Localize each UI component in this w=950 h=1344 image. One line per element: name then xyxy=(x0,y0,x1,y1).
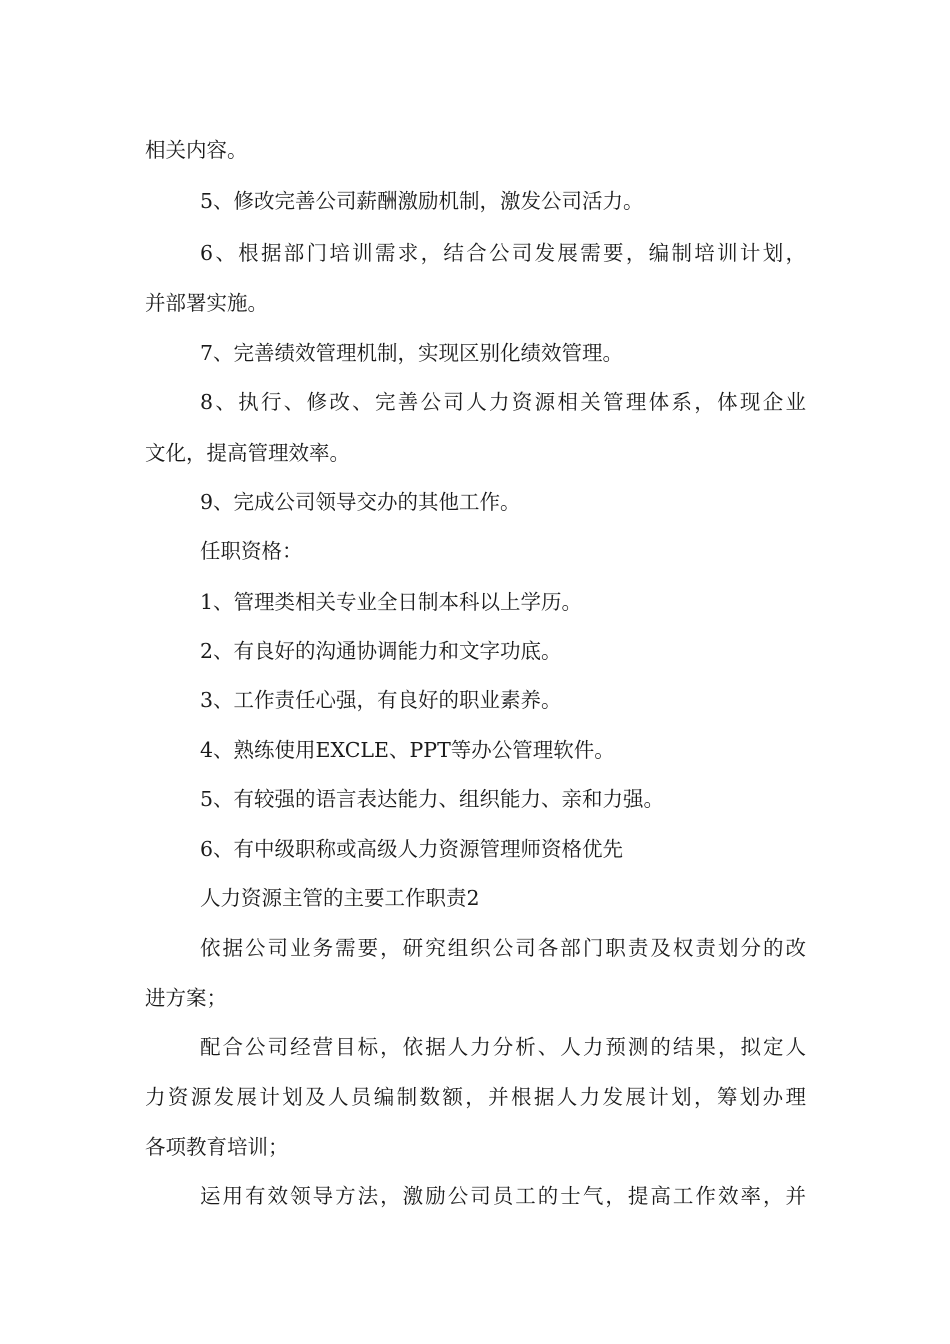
text-line: 6、有中级职称或高级人力资源管理师资格优先 xyxy=(200,837,624,861)
text-line: 并部署实施。 xyxy=(145,291,268,315)
text-line: 4、熟练使用EXCLE、PPT等办公管理软件。 xyxy=(200,738,615,762)
text-line: 依据公司业务需要，研究组织公司各部门职责及权责划分的改 xyxy=(200,936,806,960)
text-line: 5、有较强的语言表达能力、组织能力、亲和力强。 xyxy=(200,787,665,811)
text-line: 6、根据部门培训需求，结合公司发展需要，编制培训计划， xyxy=(200,241,806,265)
text-line: 8、执行、修改、完善公司人力资源相关管理体系，体现企业 xyxy=(200,390,806,414)
text-line: 文化，提高管理效率。 xyxy=(145,441,350,465)
text-line: 3、工作责任心强，有良好的职业素养。 xyxy=(200,688,562,712)
text-line: 进方案； xyxy=(145,986,227,1010)
text-line: 各项教育培训； xyxy=(145,1135,289,1159)
text-line: 相关内容。 xyxy=(145,138,248,162)
section-heading: 任职资格： xyxy=(200,539,303,563)
text-line: 5、修改完善公司薪酬激励机制，激发公司活力。 xyxy=(200,189,644,213)
text-line: 2、有良好的沟通协调能力和文字功底。 xyxy=(200,639,562,663)
text-line: 1、管理类相关专业全日制本科以上学历。 xyxy=(200,590,583,614)
text-line: 力资源发展计划及人员编制数额，并根据人力发展计划，筹划办理 xyxy=(145,1085,806,1109)
text-line: 配合公司经营目标，依据人力分析、人力预测的结果，拟定人 xyxy=(200,1035,806,1059)
section-heading: 人力资源主管的主要工作职责2 xyxy=(200,886,480,910)
text-line: 7、完善绩效管理机制，实现区别化绩效管理。 xyxy=(200,341,624,365)
text-line: 9、完成公司领导交办的其他工作。 xyxy=(200,490,521,514)
text-line: 运用有效领导方法，激励公司员工的士气，提高工作效率，并 xyxy=(200,1184,806,1208)
